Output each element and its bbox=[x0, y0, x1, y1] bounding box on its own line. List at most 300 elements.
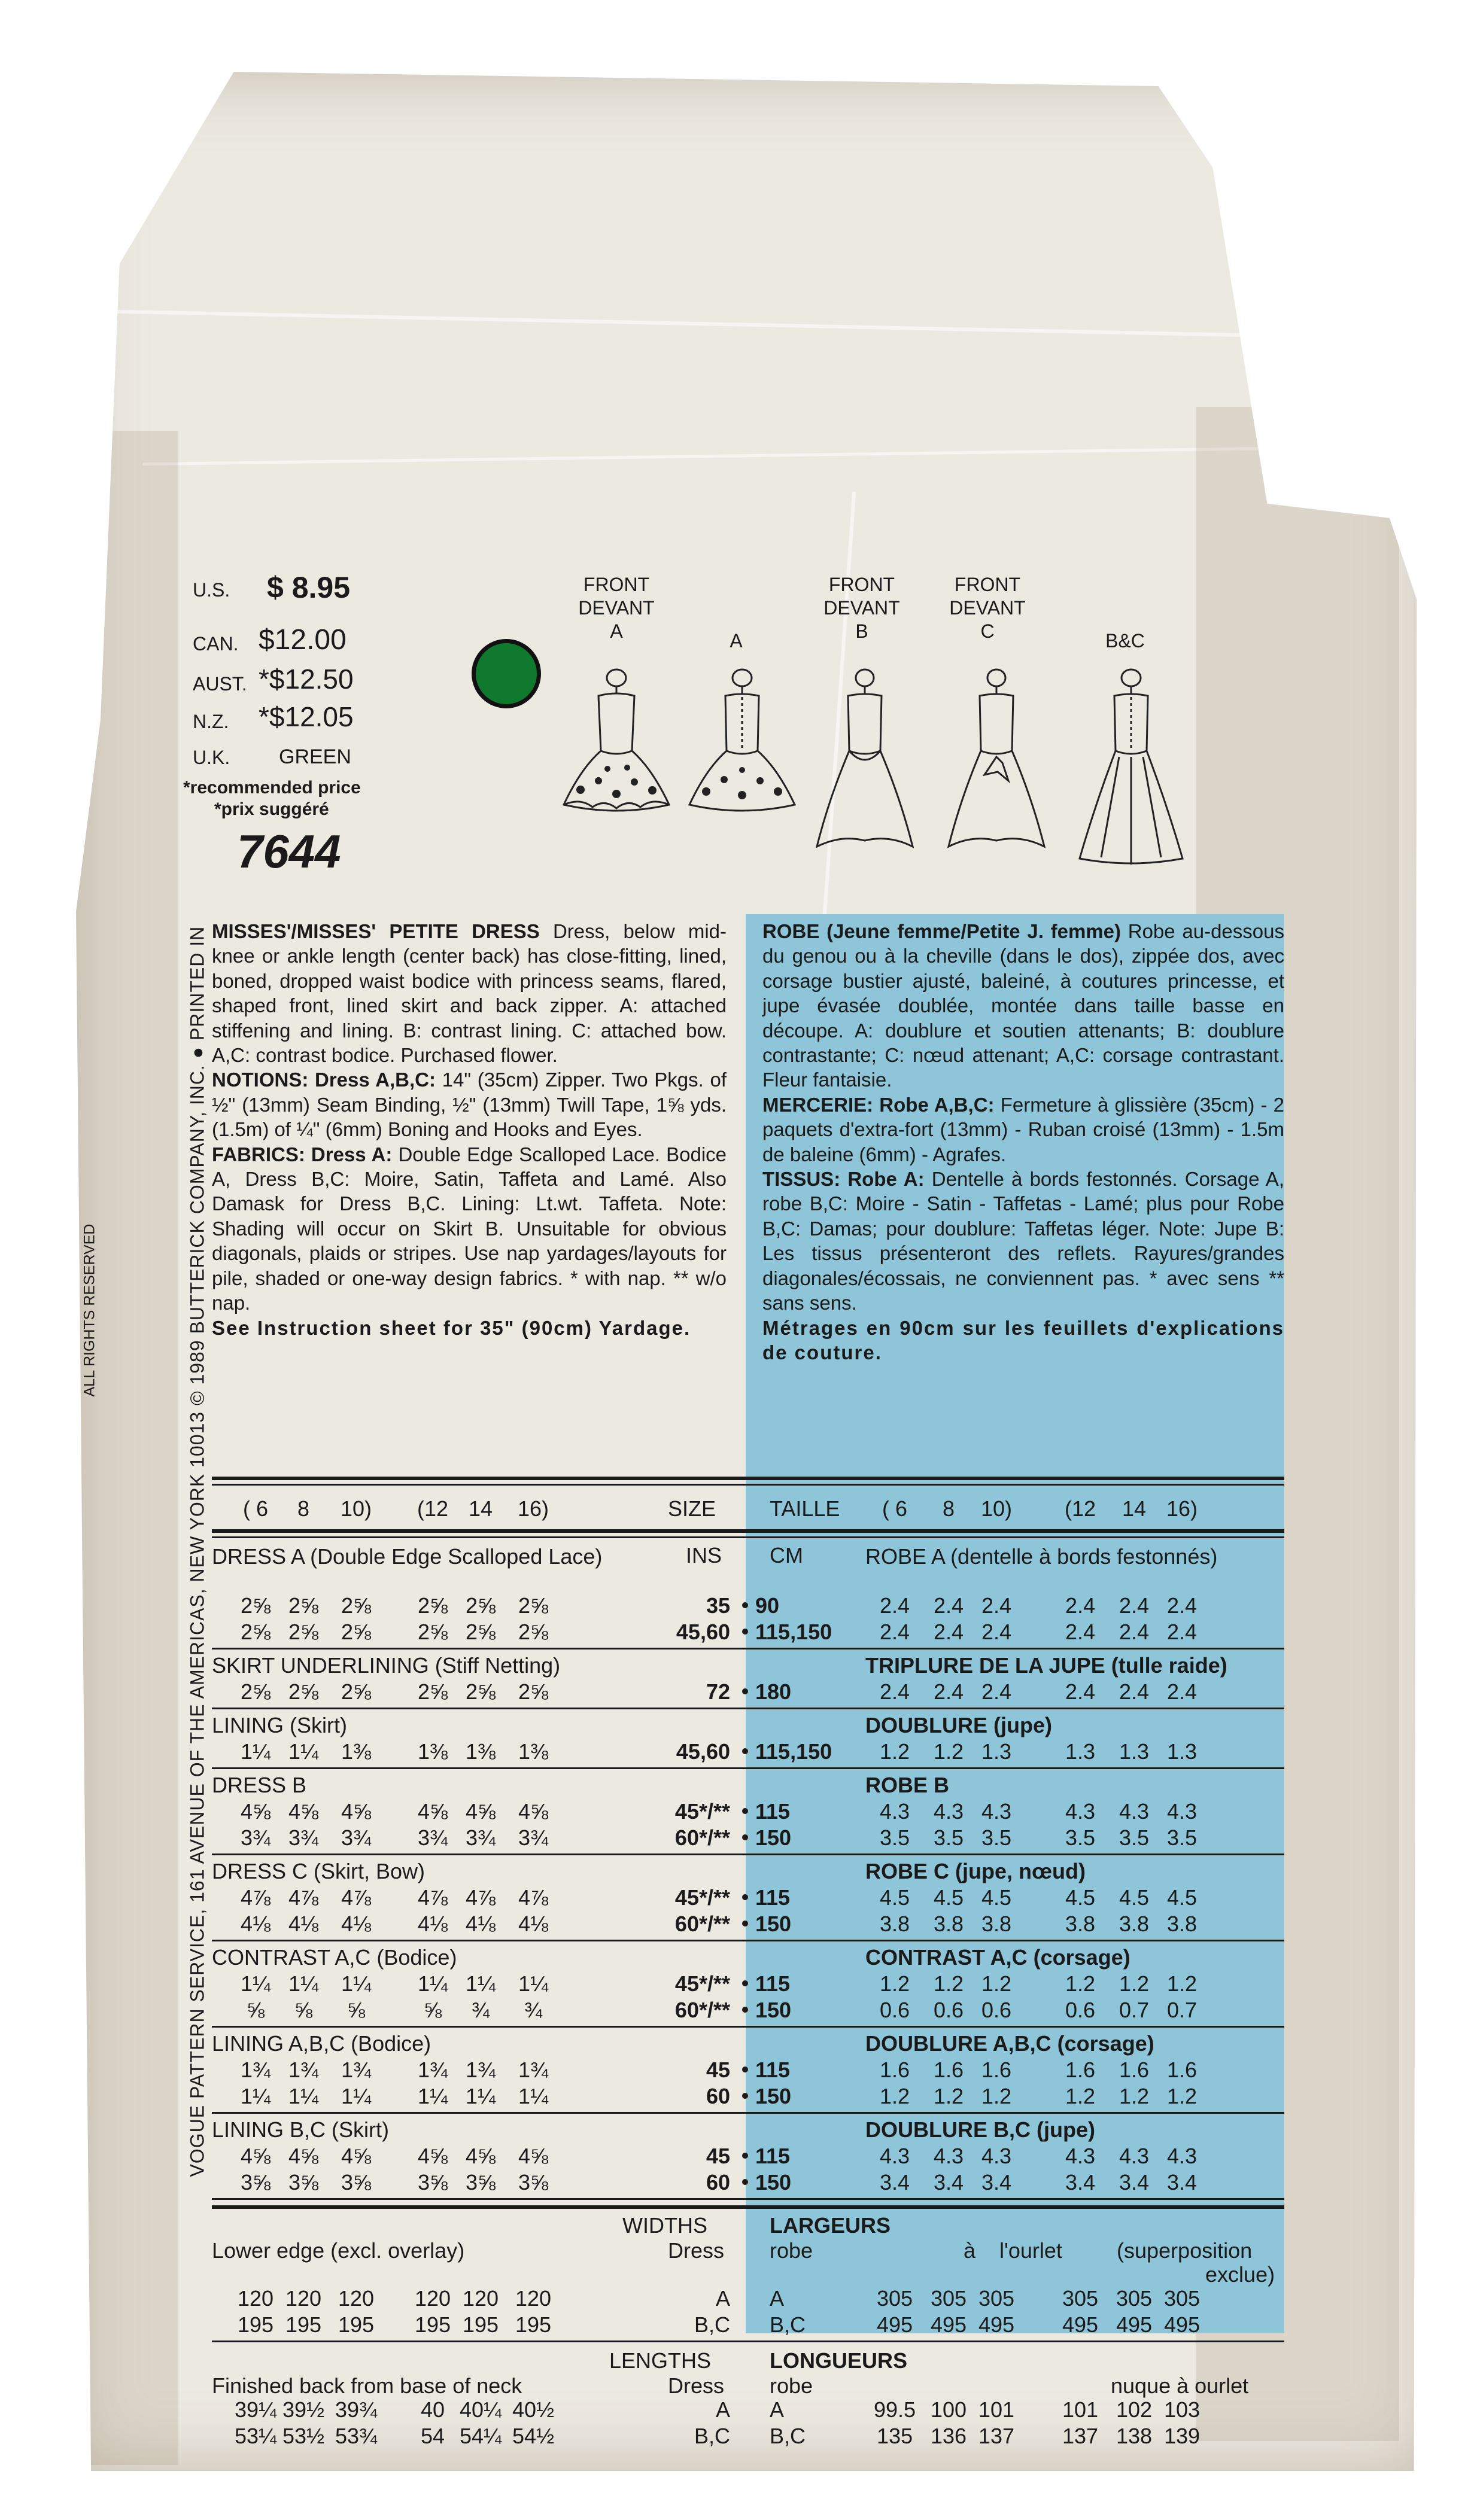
yardage-cell: 1¾ bbox=[417, 2058, 448, 2082]
length-cm-cell: 138 bbox=[1116, 2424, 1153, 2448]
yardage-cell: 2⅝ bbox=[417, 1620, 448, 1644]
width-cm: 150 bbox=[755, 2170, 792, 2195]
yardage-cell: 2⅝ bbox=[240, 1679, 271, 1704]
metre-cell: 0.6 bbox=[933, 1998, 964, 2022]
length-inch-cell: 53¼ bbox=[234, 2424, 277, 2448]
width-ins: 45,60 bbox=[676, 1620, 730, 1644]
metre-cell: 0.6 bbox=[981, 1998, 1012, 2022]
width-cm: 150 bbox=[755, 1912, 792, 1936]
width-view-fr: B,C bbox=[770, 2312, 806, 2337]
length-inch-cell: 39¾ bbox=[335, 2397, 378, 2422]
fr-notions-text: Fermeture à glissière (35cm) - 2 paquets d'extra-fort (13mm) - Ruban croisé (13mm) - 1.5m de baleine (6mm) - Agrafes. bbox=[762, 1093, 1284, 1165]
see-instruction-note: See Instruction sheet for 35" (90cm) Yardage. bbox=[212, 1316, 691, 1339]
table-rule bbox=[212, 1529, 1284, 1533]
metre-cell: 4.3 bbox=[981, 2144, 1012, 2168]
metre-cell: 1.3 bbox=[1166, 1739, 1198, 1764]
width-inch-cell: 120 bbox=[237, 2286, 274, 2311]
yardage-cell: 2⅝ bbox=[288, 1620, 319, 1644]
table-rule bbox=[212, 1767, 1284, 1769]
yardage-cell: 4⅝ bbox=[288, 2144, 319, 2168]
bullet-dot bbox=[742, 2093, 748, 2099]
bullet-dot bbox=[742, 1629, 748, 1635]
width-ins: 60*/** bbox=[674, 1998, 730, 2022]
yardage-cell: 3¾ bbox=[240, 1825, 271, 1850]
yardage-cell: 1¼ bbox=[465, 1971, 496, 1996]
metre-cell: 3.4 bbox=[1166, 2170, 1198, 2195]
description-title: MISSES'/MISSES' PETITE DRESS bbox=[212, 920, 540, 942]
fr-notions-title: MERCERIE: Robe A,B,C: bbox=[762, 1093, 995, 1116]
largeurs-title: LARGEURS bbox=[770, 2213, 891, 2238]
width-ins: 60 bbox=[706, 2170, 730, 2195]
yardage-cell: 4⅞ bbox=[465, 1885, 496, 1910]
widths-a: à bbox=[964, 2238, 976, 2263]
fabrics-title: FABRICS: Dress A: bbox=[212, 1143, 393, 1165]
taille-label: TAILLE bbox=[770, 1496, 840, 1521]
lengths-subtitle: Finished back from base of neck bbox=[212, 2373, 522, 2398]
metre-cell: 3.8 bbox=[981, 1912, 1012, 1936]
length-cm-cell: 139 bbox=[1163, 2424, 1201, 2448]
length-view-fr: B,C bbox=[770, 2424, 806, 2448]
fabrics-text: Double Edge Scalloped Lace. Bodice A, Dress B,C: Moire, Satin, Taffeta and Lamé. Also Damask for Dress B,C. Lining: Lt.wt. Taffeta. Note: Shading will occur on Skirt B. Unsuitable for obvious diagonals, plaids or stripes. Use nap yardages/layouts for pile, shaded or one-way design fabrics. * with nap. ** w/o nap. bbox=[212, 1143, 727, 1314]
recommended-note: *recommended price bbox=[183, 778, 361, 798]
table-rule bbox=[212, 1648, 1284, 1649]
cm-label: CM bbox=[770, 1543, 803, 1568]
yardage-cell: 4⅞ bbox=[518, 1885, 549, 1910]
table-rule bbox=[212, 2341, 1284, 2342]
english-description-column bbox=[212, 919, 727, 1340]
uk-price: GREEN bbox=[279, 745, 351, 768]
yardage-cell: 2⅝ bbox=[465, 1593, 496, 1618]
fr-see-instruction-note: Métrages en 90cm sur les feuillets d'explications de couture. bbox=[762, 1316, 1284, 1364]
size-header: 8 bbox=[297, 1496, 310, 1521]
yardage-cell: 2⅝ bbox=[417, 1679, 448, 1704]
yardage-cell: 1¾ bbox=[341, 2058, 372, 2082]
yardage-cell: 4⅛ bbox=[341, 1912, 372, 1936]
yardage-cell: 3⅝ bbox=[518, 2170, 549, 2195]
metre-cell: 1.6 bbox=[1065, 2058, 1096, 2082]
yardage-cell: 1⅜ bbox=[518, 1739, 549, 1764]
width-cm: 150 bbox=[755, 1825, 792, 1850]
metre-cell: 4.3 bbox=[1065, 2144, 1096, 2168]
yardage-cell: 4⅝ bbox=[465, 1799, 496, 1824]
width-inch-cell: 120 bbox=[285, 2286, 322, 2311]
section-title-fr: CONTRAST A,C (corsage) bbox=[865, 1945, 1130, 1970]
width-inch-cell: 195 bbox=[515, 2312, 552, 2337]
rights-vertical-text: ALL RIGHTS RESERVED bbox=[81, 1224, 98, 1397]
width-ins: 45 bbox=[706, 2144, 730, 2168]
yardage-cell: 2⅝ bbox=[341, 1593, 372, 1618]
yardage-cell: 1¾ bbox=[518, 2058, 549, 2082]
section-title-fr: DOUBLURE (jupe) bbox=[865, 1713, 1052, 1737]
metre-cell: 1.3 bbox=[1065, 1739, 1096, 1764]
yardage-cell: 2⅝ bbox=[417, 1593, 448, 1618]
bullet-dot bbox=[742, 1602, 748, 1608]
nz-label: N.Z. bbox=[193, 711, 229, 732]
metre-cell: 1.2 bbox=[879, 2084, 910, 2108]
table-rule bbox=[212, 1484, 1284, 1486]
yardage-cell: 4⅝ bbox=[417, 2144, 448, 2168]
length-view: A bbox=[715, 2397, 730, 2422]
dress-a-back-illustration bbox=[682, 667, 802, 823]
metre-cell: 1.2 bbox=[1166, 2084, 1198, 2108]
longueurs-title: LONGUEURS bbox=[770, 2348, 908, 2373]
metre-cell: 0.7 bbox=[1166, 1998, 1198, 2022]
yardage-cell: 4⅞ bbox=[341, 1885, 372, 1910]
metre-cell: 3.5 bbox=[1065, 1825, 1096, 1850]
yardage-cell: 4⅛ bbox=[518, 1912, 549, 1936]
metre-cell: 3.5 bbox=[1166, 1825, 1198, 1850]
yardage-cell: 3¾ bbox=[518, 1825, 549, 1850]
metre-cell: 2.4 bbox=[1119, 1679, 1150, 1704]
bullet-dot bbox=[742, 2179, 748, 2185]
publisher-vertical-text: VOGUE PATTERN SERVICE, 161 AVENUE OF THE AMERICAS, NEW YORK 10013 © 1989 BUTTERICK COMPANY, INC. ● PRINTED IN bbox=[186, 926, 208, 2177]
lengths-robe: robe bbox=[770, 2373, 813, 2398]
yardage-cell: 1¾ bbox=[465, 2058, 496, 2082]
section-title-en: DRESS B bbox=[212, 1773, 307, 1797]
width-cm-cell: 305 bbox=[1116, 2286, 1153, 2311]
yardage-cell: 4⅛ bbox=[465, 1912, 496, 1936]
yardage-cell: 3¾ bbox=[417, 1825, 448, 1850]
yardage-cell: 3⅝ bbox=[341, 2170, 372, 2195]
yardage-cell: 4⅝ bbox=[341, 2144, 372, 2168]
yardage-cell: 4⅝ bbox=[341, 1799, 372, 1824]
metre-cell: 2.4 bbox=[1065, 1679, 1096, 1704]
metre-cell: 2.4 bbox=[981, 1679, 1012, 1704]
length-inch-cell: 53¾ bbox=[335, 2424, 378, 2448]
metre-cell: 3.4 bbox=[879, 2170, 910, 2195]
yardage-cell: 4⅝ bbox=[465, 2144, 496, 2168]
width-cm: 115 bbox=[755, 2144, 791, 2168]
section-title-fr: ROBE B bbox=[865, 1773, 950, 1797]
section-title-en: LINING A,B,C (Bodice) bbox=[212, 2031, 431, 2056]
yardage-cell: 1¼ bbox=[518, 2084, 549, 2108]
yardage-cell: 4⅞ bbox=[240, 1885, 271, 1910]
width-cm: 115 bbox=[755, 2058, 791, 2082]
width-cm-cell: 495 bbox=[978, 2312, 1015, 2337]
yardage-cell: 1¼ bbox=[288, 1739, 319, 1764]
yardage-cell: 1⅜ bbox=[417, 1739, 448, 1764]
section-title-fr: DOUBLURE B,C (jupe) bbox=[865, 2117, 1095, 2142]
bullet-dot bbox=[742, 2007, 748, 2013]
metre-cell: 2.4 bbox=[981, 1620, 1012, 1644]
table-rule bbox=[212, 1940, 1284, 1941]
us-label: U.S. bbox=[193, 579, 230, 601]
aust-price: *$12.50 bbox=[259, 664, 354, 695]
width-cm: 150 bbox=[755, 1998, 792, 2022]
yardage-cell: 2⅝ bbox=[240, 1593, 271, 1618]
can-label: CAN. bbox=[193, 633, 239, 655]
us-price: $ 8.95 bbox=[267, 571, 351, 604]
width-inch-cell: 120 bbox=[414, 2286, 451, 2311]
taille-header: ( 6 bbox=[882, 1496, 907, 1521]
section-title-en: LINING B,C (Skirt) bbox=[212, 2117, 390, 2142]
widths-exclue: exclue) bbox=[1205, 2262, 1275, 2287]
width-cm: 150 bbox=[755, 2084, 792, 2108]
yardage-cell: 1¼ bbox=[341, 2084, 372, 2108]
width-cm: 115,150 bbox=[755, 1739, 832, 1764]
yardage-cell: 4⅝ bbox=[240, 2144, 271, 2168]
metre-cell: 2.4 bbox=[879, 1620, 910, 1644]
green-color-dot bbox=[472, 639, 541, 708]
metre-cell: 1.2 bbox=[981, 1971, 1012, 1996]
yardage-cell: ¾ bbox=[471, 1998, 490, 2022]
length-cm-cell: 136 bbox=[930, 2424, 967, 2448]
size-header: 16) bbox=[517, 1496, 549, 1521]
section-title-en: DRESS C (Skirt, Bow) bbox=[212, 1859, 426, 1883]
metre-cell: 2.4 bbox=[1065, 1620, 1096, 1644]
metre-cell: 0.6 bbox=[879, 1998, 910, 2022]
width-ins: 72 bbox=[706, 1679, 730, 1704]
section-title-fr: ROBE A (dentelle à bords festonnés) bbox=[865, 1544, 1218, 1569]
yardage-cell: 3¾ bbox=[465, 1825, 496, 1850]
notions-title: NOTIONS: Dress A,B,C: bbox=[212, 1069, 436, 1091]
yardage-cell: 1¼ bbox=[341, 1971, 372, 1996]
bullet-dot bbox=[742, 1808, 748, 1814]
bullet-dot bbox=[742, 1748, 748, 1754]
metre-cell: 3.8 bbox=[879, 1912, 910, 1936]
dress-a-front-illustration bbox=[557, 667, 676, 823]
bullet-dot bbox=[742, 1980, 748, 1986]
width-ins: 45*/** bbox=[674, 1971, 730, 1996]
yardage-cell: ¾ bbox=[524, 1998, 543, 2022]
table-rule bbox=[212, 2198, 1284, 2200]
widths-ourlet: l'ourlet bbox=[999, 2238, 1062, 2263]
yardage-cell: 4⅝ bbox=[240, 1799, 271, 1824]
metre-cell: 2.4 bbox=[1166, 1679, 1198, 1704]
width-cm-cell: 495 bbox=[1116, 2312, 1153, 2337]
length-inch-cell: 40 bbox=[420, 2397, 445, 2422]
fr-fabrics-text: Dentelle à bords festonnés. Corsage A, robe B,C: Moire - Satin - Taffetas - Lamé; plus pour Robe B,C: Damas; pour doublure: Taffetas léger. Note: Jupe B: Les tissus présenteront des reflets. Rayures/grandes diagonales/écossais, ne conviennent pas. * avec sens ** sans sens. bbox=[762, 1168, 1284, 1314]
yardage-cell: 4⅛ bbox=[288, 1912, 319, 1936]
metre-cell: 3.5 bbox=[933, 1825, 964, 1850]
lengths-nuque: nuque à ourlet bbox=[1111, 2373, 1249, 2398]
length-cm-cell: 101 bbox=[1062, 2397, 1099, 2422]
width-ins: 45*/** bbox=[674, 1799, 730, 1824]
metre-cell: 4.3 bbox=[1065, 1799, 1096, 1824]
can-price: $12.00 bbox=[259, 624, 347, 656]
metre-cell: 2.4 bbox=[879, 1593, 910, 1618]
table-rule bbox=[212, 1477, 1284, 1480]
width-view-fr: A bbox=[770, 2286, 785, 2311]
pattern-number: 7644 bbox=[237, 825, 341, 878]
metre-cell: 1.6 bbox=[879, 2058, 910, 2082]
aust-label: AUST. bbox=[193, 673, 247, 695]
width-cm: 180 bbox=[755, 1679, 792, 1704]
metre-cell: 2.4 bbox=[1065, 1593, 1096, 1618]
length-cm-cell: 137 bbox=[978, 2424, 1015, 2448]
metre-cell: 4.3 bbox=[879, 2144, 910, 2168]
metre-cell: 4.3 bbox=[933, 2144, 964, 2168]
metre-cell: 3.8 bbox=[1166, 1912, 1198, 1936]
metre-cell: 4.3 bbox=[1119, 2144, 1150, 2168]
yardage-cell: ⅝ bbox=[294, 1998, 313, 2022]
metre-cell: 4.5 bbox=[981, 1885, 1012, 1910]
metre-cell: 4.5 bbox=[879, 1885, 910, 1910]
bullet-dot bbox=[742, 1834, 748, 1840]
length-inch-cell: 39½ bbox=[282, 2397, 325, 2422]
table-rule bbox=[212, 2205, 1284, 2209]
yardage-cell: 2⅝ bbox=[341, 1679, 372, 1704]
fr-fabrics-title: TISSUS: Robe A: bbox=[762, 1168, 925, 1191]
width-ins: 60*/** bbox=[674, 1912, 730, 1936]
bullet-dot bbox=[742, 1921, 748, 1926]
yardage-cell: 1¼ bbox=[240, 1739, 271, 1764]
metre-cell: 1.3 bbox=[1119, 1739, 1150, 1764]
yardage-cell: 2⅝ bbox=[288, 1679, 319, 1704]
length-inch-cell: 54 bbox=[420, 2424, 445, 2448]
widths-superposition: (superposition bbox=[1117, 2238, 1253, 2263]
width-ins: 45 bbox=[706, 2058, 730, 2082]
yardage-cell: 3¾ bbox=[341, 1825, 372, 1850]
metre-cell: 4.3 bbox=[879, 1799, 910, 1824]
yardage-cell: 4⅞ bbox=[417, 1885, 448, 1910]
yardage-cell: 2⅝ bbox=[518, 1620, 549, 1644]
crease bbox=[95, 309, 1411, 340]
width-inch-cell: 195 bbox=[414, 2312, 451, 2337]
width-cm: 90 bbox=[755, 1593, 780, 1618]
length-inch-cell: 39¼ bbox=[234, 2397, 277, 2422]
view-label-front-a: FRONT DEVANT A bbox=[578, 574, 655, 643]
metre-cell: 4.3 bbox=[1166, 1799, 1198, 1824]
yardage-cell: 2⅝ bbox=[518, 1679, 549, 1704]
width-ins: 60*/** bbox=[674, 1825, 730, 1850]
width-ins: 60 bbox=[706, 2084, 730, 2108]
width-inch-cell: 120 bbox=[462, 2286, 499, 2311]
metre-cell: 1.6 bbox=[933, 2058, 964, 2082]
length-inch-cell: 40¼ bbox=[459, 2397, 502, 2422]
metre-cell: 1.2 bbox=[933, 1971, 964, 1996]
yardage-cell: 1⅜ bbox=[465, 1739, 496, 1764]
bullet-dot bbox=[742, 1688, 748, 1694]
dress-bc-back-illustration bbox=[1071, 667, 1191, 871]
metre-cell: 4.5 bbox=[1119, 1885, 1150, 1910]
dress-c-front-illustration bbox=[943, 667, 1050, 859]
yardage-cell: 4⅛ bbox=[417, 1912, 448, 1936]
yardage-cell: 1¼ bbox=[465, 2084, 496, 2108]
table-rule bbox=[212, 2112, 1284, 2114]
length-cm-cell: 101 bbox=[978, 2397, 1015, 2422]
yardage-cell: 3⅝ bbox=[417, 2170, 448, 2195]
metre-cell: 0.6 bbox=[1065, 1998, 1096, 2022]
yardage-cell: 1¼ bbox=[288, 1971, 319, 1996]
yardage-cell: 2⅝ bbox=[465, 1679, 496, 1704]
width-ins: 45,60 bbox=[676, 1739, 730, 1764]
width-inch-cell: 195 bbox=[338, 2312, 375, 2337]
metre-cell: 2.4 bbox=[1166, 1593, 1198, 1618]
metre-cell: 3.8 bbox=[1119, 1912, 1150, 1936]
width-cm-cell: 305 bbox=[930, 2286, 967, 2311]
width-view: B,C bbox=[694, 2312, 730, 2337]
metre-cell: 1.2 bbox=[933, 2084, 964, 2108]
yardage-cell: 1⅜ bbox=[341, 1739, 372, 1764]
fr-description-title: ROBE (Jeune femme/Petite J. femme) bbox=[762, 920, 1121, 942]
widths-title: WIDTHS bbox=[622, 2213, 707, 2238]
yardage-cell: 2⅝ bbox=[518, 1593, 549, 1618]
notions-text: 14" (35cm) Zipper. Two Pkgs. of ½" (13mm) Seam Binding, ½" (13mm) Twill Tape, 1⅝ yds. (1.5m) of ¼" (6mm) Boning and Hooks and Eyes. bbox=[212, 1069, 727, 1141]
bullet-dot bbox=[742, 1894, 748, 1900]
length-cm-cell: 103 bbox=[1163, 2397, 1201, 2422]
metre-cell: 1.2 bbox=[1065, 1971, 1096, 1996]
metre-cell: 1.2 bbox=[1119, 1971, 1150, 1996]
width-inch-cell: 195 bbox=[462, 2312, 499, 2337]
metre-cell: 1.2 bbox=[1166, 1971, 1198, 1996]
width-cm-cell: 305 bbox=[1163, 2286, 1201, 2311]
metre-cell: 0.7 bbox=[1119, 1998, 1150, 2022]
yardage-cell: 2⅝ bbox=[288, 1593, 319, 1618]
width-inch-cell: 195 bbox=[285, 2312, 322, 2337]
yardage-cell: 2⅝ bbox=[341, 1620, 372, 1644]
edge-shading bbox=[71, 431, 178, 2465]
widths-robe: robe bbox=[770, 2238, 813, 2263]
crease bbox=[142, 447, 1280, 466]
width-cm: 115 bbox=[755, 1885, 791, 1910]
length-view: B,C bbox=[694, 2424, 730, 2448]
metre-cell: 1.6 bbox=[981, 2058, 1012, 2082]
length-view-fr: A bbox=[770, 2397, 785, 2422]
metre-cell: 2.4 bbox=[933, 1679, 964, 1704]
length-cm-cell: 135 bbox=[876, 2424, 913, 2448]
view-label-bc: B&C bbox=[1105, 630, 1145, 652]
section-title-en: DRESS A (Double Edge Scalloped Lace) bbox=[212, 1544, 603, 1569]
metre-cell: 1.2 bbox=[933, 1739, 964, 1764]
yardage-cell: 1¼ bbox=[240, 2084, 271, 2108]
taille-header: (12 bbox=[1064, 1496, 1096, 1521]
length-cm-cell: 100 bbox=[930, 2397, 967, 2422]
width-cm-cell: 495 bbox=[1062, 2312, 1099, 2337]
metre-cell: 2.4 bbox=[1119, 1620, 1150, 1644]
ins-label: INS bbox=[686, 1543, 722, 1568]
metre-cell: 2.4 bbox=[981, 1593, 1012, 1618]
section-title-fr: ROBE C (jupe, nœud) bbox=[865, 1859, 1086, 1883]
yardage-cell: ⅝ bbox=[347, 1998, 366, 2022]
width-ins: 45*/** bbox=[674, 1885, 730, 1910]
width-cm-cell: 495 bbox=[930, 2312, 967, 2337]
yardage-cell: 1¼ bbox=[288, 2084, 319, 2108]
yardage-cell: 4⅞ bbox=[288, 1885, 319, 1910]
metre-cell: 1.2 bbox=[879, 1971, 910, 1996]
metre-cell: 4.3 bbox=[933, 1799, 964, 1824]
yardage-cell: 1¾ bbox=[288, 2058, 319, 2082]
yardage-cell: 4⅝ bbox=[417, 1799, 448, 1824]
taille-header: 10) bbox=[980, 1496, 1013, 1521]
yardage-cell: 2⅝ bbox=[465, 1620, 496, 1644]
length-inch-cell: 53½ bbox=[282, 2424, 325, 2448]
metre-cell: 2.4 bbox=[1166, 1620, 1198, 1644]
metre-cell: 1.2 bbox=[1065, 2084, 1096, 2108]
view-label-a: A bbox=[730, 630, 743, 652]
width-inch-cell: 195 bbox=[237, 2312, 274, 2337]
table-rule bbox=[212, 1536, 1284, 1538]
metre-cell: 3.4 bbox=[1119, 2170, 1150, 2195]
metre-cell: 3.4 bbox=[933, 2170, 964, 2195]
view-label-front-c: FRONT DEVANT C bbox=[949, 574, 1026, 643]
section-title-fr: DOUBLURE A,B,C (corsage) bbox=[865, 2031, 1154, 2056]
view-label-front-b: FRONT DEVANT B bbox=[823, 574, 900, 643]
metre-cell: 4.5 bbox=[933, 1885, 964, 1910]
length-cm-cell: 137 bbox=[1062, 2424, 1099, 2448]
length-inch-cell: 54¼ bbox=[459, 2424, 502, 2448]
section-title-en: CONTRAST A,C (Bodice) bbox=[212, 1945, 457, 1970]
width-cm: 115 bbox=[755, 1971, 791, 1996]
lengths-dress-col: Dress bbox=[668, 2373, 725, 2398]
metre-cell: 3.5 bbox=[981, 1825, 1012, 1850]
width-view: A bbox=[715, 2286, 730, 2311]
width-cm-cell: 495 bbox=[1163, 2312, 1201, 2337]
width-inch-cell: 120 bbox=[338, 2286, 375, 2311]
length-inch-cell: 54½ bbox=[512, 2424, 555, 2448]
yardage-cell: 1¼ bbox=[240, 1971, 271, 1996]
metre-cell: 4.3 bbox=[981, 1799, 1012, 1824]
